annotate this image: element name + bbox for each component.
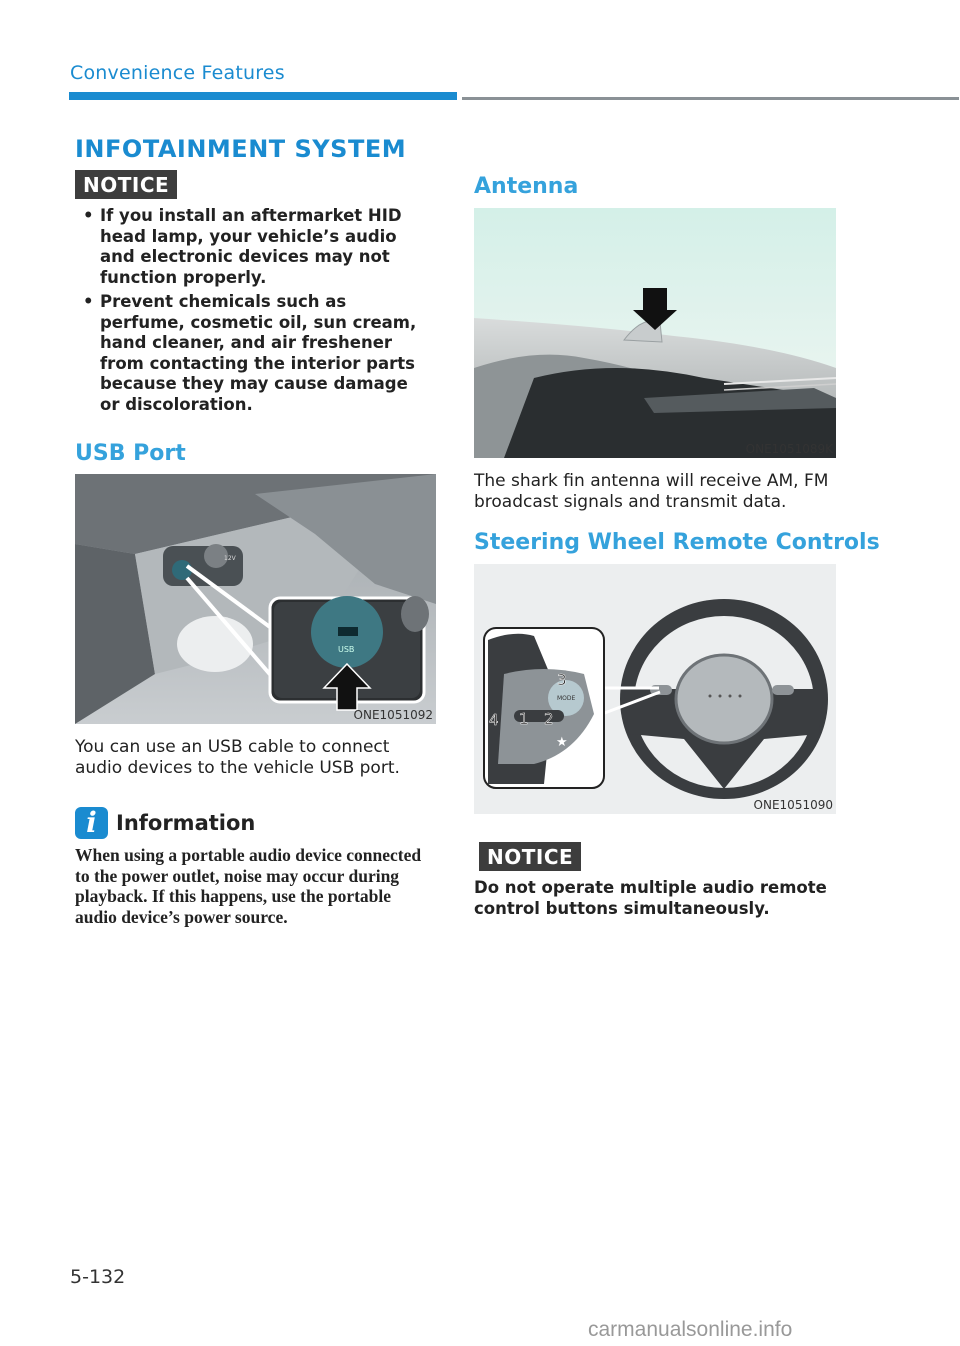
mode-label: MODE xyxy=(557,695,576,702)
bullet-icon: • xyxy=(83,292,94,311)
notice-text: Do not operate multiple audio remote control buttons simultaneously. xyxy=(474,878,827,918)
usb-port-description: You can use an USB cable to connect audio devices to the vehicle USB port. xyxy=(75,737,400,778)
notice-item-text: Prevent chemicals such as perfume, cosmetic oil, sun cream, hand cleaner, and air freshener from contacting the interior parts because they may cause damage or discoloration. xyxy=(100,292,417,414)
outlet-label: 12V xyxy=(224,555,236,562)
main-heading: INFOTAINMENT SYSTEM xyxy=(75,135,407,163)
information-body: When using a portable audio device connected to the power outlet, noise may occur during playback. If this happens, use the portable audio device’s power source. xyxy=(75,845,422,927)
figure-code: ONE1051089K xyxy=(745,442,833,456)
figure-code: ONE1051090 xyxy=(753,798,833,812)
star-icon: ★ xyxy=(556,735,568,750)
watermark: carmanualsonline.info xyxy=(588,1318,793,1341)
usb-port-figure xyxy=(75,474,436,724)
callout-1: 1 xyxy=(519,710,529,728)
steering-wheel-illustration xyxy=(474,564,836,814)
bullet-icon: • xyxy=(83,206,94,225)
callout-4: 4 xyxy=(489,711,499,729)
antenna-figure xyxy=(474,208,836,458)
header-rule-gray xyxy=(462,97,959,100)
notice-badge: NOTICE xyxy=(479,842,581,871)
usb-port-illustration xyxy=(75,474,436,724)
antenna-description: The shark fin antenna will receive AM, FM broadcast signals and transmit data. xyxy=(474,471,829,512)
notice-list xyxy=(83,206,428,419)
notice-item xyxy=(83,292,428,415)
information-title: Information xyxy=(116,811,256,835)
usb-port-label: USB xyxy=(338,645,355,654)
steering-controls-heading: Steering Wheel Remote Controls xyxy=(474,530,880,555)
notice-item-text: If you install an aftermarket HID head lamp, your vehicle’s audio and electronic devices may not function properly. xyxy=(100,206,402,287)
notice-item xyxy=(83,206,428,288)
steering-wheel-figure xyxy=(474,564,836,814)
notice-badge: NOTICE xyxy=(75,170,177,199)
info-icon: i xyxy=(75,807,108,839)
page-number: 5-132 xyxy=(70,1266,126,1288)
usb-port-heading: USB Port xyxy=(75,441,186,466)
antenna-illustration xyxy=(474,208,836,458)
callout-2: 2 xyxy=(544,710,554,728)
antenna-heading: Antenna xyxy=(474,174,579,199)
figure-code: ONE1051092 xyxy=(353,708,433,722)
header-rule-blue xyxy=(69,92,457,100)
section-title: Convenience Features xyxy=(70,62,285,84)
callout-3: 3 xyxy=(557,671,567,689)
